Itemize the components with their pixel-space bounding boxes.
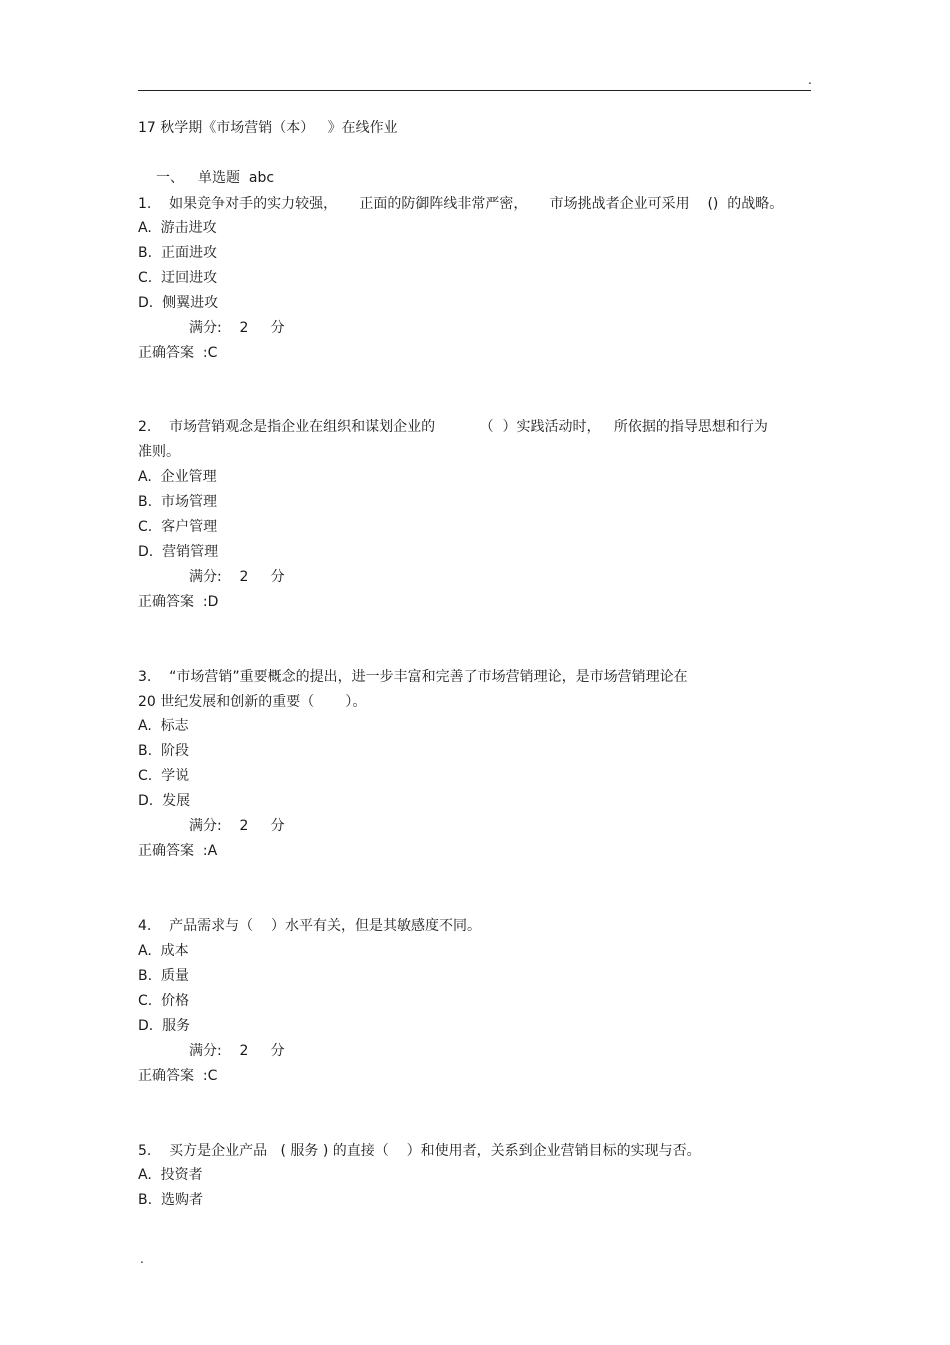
option-c: C. 学说 xyxy=(138,768,190,784)
score: 满分: 2 分 xyxy=(189,818,285,834)
score: 满分: 2 分 xyxy=(189,569,285,585)
option-b: B. 选购者 xyxy=(138,1192,203,1208)
question-text-continued: 准则。 xyxy=(138,444,180,460)
footer-dot: . xyxy=(140,1252,144,1266)
section-number: 一、 xyxy=(156,170,184,186)
option-a: A. 标志 xyxy=(138,718,189,734)
option-b: B. 市场管理 xyxy=(138,494,217,510)
option-a: A. 投资者 xyxy=(138,1167,203,1183)
document-title: 17 秋学期《市场营销（本） 》在线作业 xyxy=(138,120,398,136)
correct-answer: 正确答案 :A xyxy=(138,843,218,859)
correct-answer: 正确答案 :C xyxy=(138,1068,218,1084)
option-b: B. 质量 xyxy=(138,968,189,984)
option-d: D. 营销管理 xyxy=(138,544,219,560)
question-text: 2. 市场营销观念是指企业在组织和谋划企业的 （ ）实践活动时， 所依据的指导思想和行为 xyxy=(138,419,768,435)
option-a: A. 企业管理 xyxy=(138,469,217,485)
option-d: D. 服务 xyxy=(138,1018,191,1034)
option-a: A. 游击进攻 xyxy=(138,220,217,236)
question-text: 1. 如果竞争对手的实力较强， 正面的防御阵线非常严密， 市场挑战者企业可采用 () 的战略。 xyxy=(138,196,784,212)
option-d: D. 侧翼进攻 xyxy=(138,295,219,311)
header-rule xyxy=(138,90,811,91)
option-c: C. 客户管理 xyxy=(138,519,218,535)
score: 满分: 2 分 xyxy=(189,1043,285,1059)
question-text: 3. “市场营销”重要概念的提出，进一步丰富和完善了市场营销理论，是市场营销理论在 xyxy=(138,669,688,685)
header-dot: . xyxy=(808,73,812,87)
option-b: B. 正面进攻 xyxy=(138,245,217,261)
question-text: 5. 买方是企业产品 ( 服务 ) 的直接（ ）和使用者，关系到企业营销目标的实现与否。 xyxy=(138,1143,701,1159)
option-d: D. 发展 xyxy=(138,793,191,809)
score: 满分: 2 分 xyxy=(189,320,285,336)
question-text: 4. 产品需求与（ ）水平有关，但是其敏感度不同。 xyxy=(138,918,481,934)
option-c: C. 迂回进攻 xyxy=(138,270,218,286)
section-label: 单选题 abc xyxy=(198,170,275,186)
option-a: A. 成本 xyxy=(138,943,189,959)
option-c: C. 价格 xyxy=(138,993,190,1009)
correct-answer: 正确答案 :C xyxy=(138,345,218,361)
correct-answer: 正确答案 :D xyxy=(138,594,219,610)
option-b: B. 阶段 xyxy=(138,743,189,759)
question-text-continued: 20 世纪发展和创新的重要（ ）。 xyxy=(138,694,367,710)
